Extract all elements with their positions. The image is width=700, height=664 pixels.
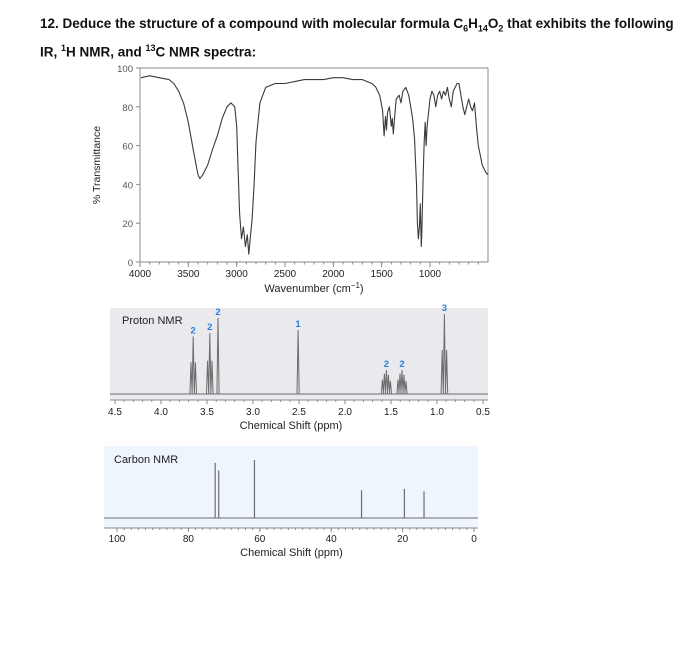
hnmr-x-axis-label: Chemical Shift (ppm)	[239, 420, 343, 432]
cnmr-x-tick-label: 0	[471, 534, 477, 545]
hnmr-x-tick-label: 4.5	[108, 407, 122, 418]
carbon-nmr-spectrum	[0, 442, 700, 562]
ir-x-tick-label: 3500	[177, 269, 200, 280]
question-text-before: Deduce the structure of a compound with molecular formula C	[62, 16, 464, 31]
ir-y-tick-label: 80	[122, 102, 133, 114]
hnmr-integration-label: 2	[215, 307, 221, 318]
hnmr-x-tick-label: 3.0	[246, 407, 260, 418]
hnmr-x-tick-label: 1.0	[430, 407, 444, 418]
question-text	[40, 14, 680, 61]
ir-y-tick-label: 60	[122, 141, 133, 153]
hnmr-integration-label: 3	[441, 303, 448, 314]
hnmr-x-tick-label: 2.0	[338, 407, 352, 418]
ir-y-tick-label: 100	[117, 64, 133, 75]
ir-y-tick-label: 20	[122, 219, 133, 231]
hnmr-x-tick-label: 3.5	[200, 407, 214, 418]
ir-x-tick-label: 3000	[225, 269, 248, 280]
ir-x-label-sup: −1	[350, 281, 360, 290]
ir-spectrum-line	[141, 76, 488, 254]
question-text-mid2: H NMR, and	[66, 44, 146, 60]
hnmr-x-tick-label: 4.0	[154, 407, 168, 418]
cnmr-x-tick-label: 80	[182, 534, 194, 545]
formula-h: H	[468, 16, 478, 31]
question-text-end: C NMR spectra:	[155, 44, 257, 60]
hnmr-integration-label: 2	[399, 359, 405, 370]
cnmr-x-tick-label: 100	[108, 534, 126, 545]
carbon-sup: 13	[145, 42, 156, 53]
ir-x-tick-label: 4000	[128, 269, 152, 280]
hnmr-x-tick-label: 2.5	[292, 407, 306, 418]
ir-x-tick-label: 2000	[322, 269, 345, 280]
hnmr-x-tick-label: 1.5	[384, 407, 398, 418]
ir-plot-frame	[140, 68, 488, 262]
ir-spectrum	[0, 60, 700, 300]
cnmr-x-axis-label: Chemical Shift (ppm)	[240, 547, 343, 559]
question-text-mid: that exhibits the following IR,	[40, 16, 674, 60]
ir-x-axis-label	[264, 281, 363, 295]
hnmr-integration-label: 2	[383, 359, 390, 370]
question-number: 12.	[40, 16, 59, 31]
cnmr-title: Carbon NMR	[114, 454, 179, 466]
hnmr-title: Proton NMR	[122, 315, 183, 327]
hnmr-x-tick-label: 0.5	[476, 407, 490, 418]
hnmr-integration-label: 1	[295, 319, 301, 330]
ir-x-tick-label: 1500	[370, 269, 393, 280]
proton-nmr-spectrum	[0, 300, 700, 440]
cnmr-x-tick-label: 20	[397, 534, 409, 545]
cnmr-x-tick-label: 60	[254, 534, 266, 545]
ir-y-axis-label: % Transmittance	[91, 125, 103, 205]
hnmr-integration-label: 2	[190, 325, 196, 337]
formula-c-sub: 6	[463, 23, 469, 34]
formula-o-sub: 2	[498, 23, 504, 34]
ir-y-tick-label: 40	[122, 180, 133, 192]
formula-h-sub: 14	[477, 23, 488, 34]
ir-x-tick-label: 2500	[273, 269, 297, 280]
ir-x-label-text: Wavenumber (cm	[264, 283, 351, 295]
ir-x-tick-label: 1000	[418, 269, 442, 280]
proton-sup: 1	[61, 42, 67, 53]
ir-x-label-end: )	[359, 283, 364, 295]
cnmr-x-tick-label: 40	[325, 534, 337, 545]
ir-y-tick-label: 0	[127, 258, 133, 269]
hnmr-integration-label: 2	[207, 322, 213, 334]
formula-o: O	[487, 16, 499, 31]
